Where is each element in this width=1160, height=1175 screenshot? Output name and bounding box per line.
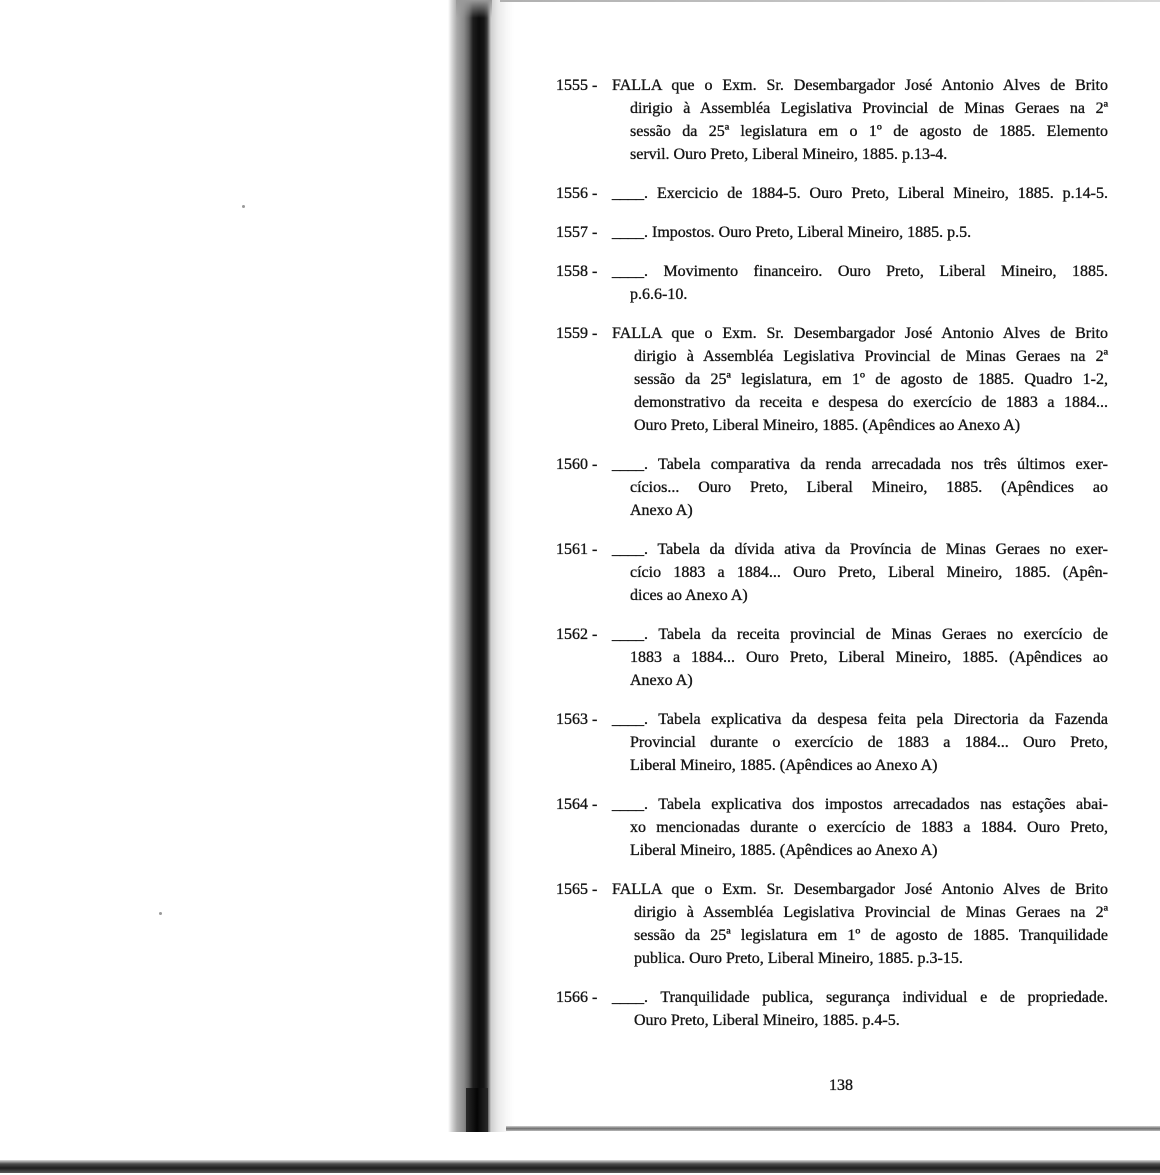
bibliography-entry xyxy=(556,538,1108,607)
entry-line: ____. Tranquilidade publica, segurança individual e de propriedade. xyxy=(612,989,1108,1006)
bibliography-entry xyxy=(556,74,1108,166)
bibliography-entry xyxy=(556,708,1108,777)
entry-line: Ouro Preto, Liberal Mineiro, 1885. (Apêndices ao Anexo A) xyxy=(634,417,1021,434)
bibliography-entry xyxy=(556,793,1108,862)
entry-text xyxy=(612,623,1108,692)
bibliography-list xyxy=(556,74,1108,1048)
bibliography-entry xyxy=(556,878,1108,970)
entry-number: 1563 - xyxy=(556,711,598,728)
entry-line: FALLA que o Exm. Sr. Desembargador José Antonio Alves de Brito xyxy=(612,77,1108,94)
entry-line: ____. Movimento financeiro. Ouro Preto, Liberal Mineiro, 1885. xyxy=(612,263,1108,280)
entry-text xyxy=(612,878,1108,970)
entry-text xyxy=(612,793,1108,862)
gutter-foot-shadow xyxy=(466,1088,488,1132)
entry-text xyxy=(612,708,1108,777)
entry-line: publica. Ouro Preto, Liberal Mineiro, 1885. p.3-15. xyxy=(634,950,963,967)
entry-text xyxy=(612,538,1108,607)
entry-line: Anexo A) xyxy=(630,502,693,519)
entry-line: Ouro Preto, Liberal Mineiro, 1885. p.4-5. xyxy=(634,1012,900,1029)
entry-text xyxy=(612,260,1108,306)
page-top-edge xyxy=(500,0,1160,2)
bibliography-entry xyxy=(556,322,1108,437)
entry-text xyxy=(612,182,1108,205)
page-bottom-edge xyxy=(506,1126,1160,1131)
bibliography-entry xyxy=(556,453,1108,522)
entry-line: Provincial durante o exercício de 1883 a 1884... Ouro Preto, xyxy=(630,734,1108,751)
entry-line: sessão da 25ª legislatura, em 1º de agosto de 1885. Quadro 1-2, xyxy=(634,371,1108,388)
entry-line: ____. Tabela comparativa da renda arrecadada nos três últimos exer- xyxy=(612,456,1108,473)
entry-number: 1557 - xyxy=(556,224,598,241)
entry-line: demonstrativo da receita e despesa do exercício de 1883 a 1884... xyxy=(634,394,1108,411)
entry-number: 1566 - xyxy=(556,989,598,1006)
entry-text xyxy=(612,74,1108,166)
entry-line: 1883 a 1884... Ouro Preto, Liberal Mineiro, 1885. (Apêndices ao xyxy=(630,649,1108,666)
bibliography-entry xyxy=(556,260,1108,306)
entry-line: ____. Exercicio de 1884-5. Ouro Preto, Liberal Mineiro, 1885. p.14-5. xyxy=(612,185,1108,202)
entry-line: dirigio à Assembléa Legislativa Provincial de Minas Geraes na 2ª xyxy=(630,100,1108,117)
entry-number: 1562 - xyxy=(556,626,598,643)
entry-number: 1558 - xyxy=(556,263,598,280)
entry-line: ____. Tabela explicativa da despesa feita pela Directoria da Fazenda xyxy=(612,711,1108,728)
entry-number: 1555 - xyxy=(556,77,598,94)
entry-line: sessão da 25ª legislatura em 1º de agosto de 1885. Tranquilidade xyxy=(634,927,1108,944)
bibliography-entry xyxy=(556,986,1108,1032)
entry-text xyxy=(612,986,1108,1032)
entry-line: servil. Ouro Preto, Liberal Mineiro, 1885. p.13-4. xyxy=(630,146,948,163)
entry-number: 1560 - xyxy=(556,456,598,473)
entry-line: ____. Impostos. Ouro Preto, Liberal Mineiro, 1885. p.5. xyxy=(612,224,972,241)
book-gutter-shadow xyxy=(448,0,514,1132)
entry-text xyxy=(612,322,1108,437)
entry-number: 1559 - xyxy=(556,325,598,342)
entry-line: p.6.6-10. xyxy=(630,286,688,303)
entry-line: cícios... Ouro Preto, Liberal Mineiro, 1885. (Apêndices ao xyxy=(630,479,1108,496)
bibliography-entry xyxy=(556,623,1108,692)
bibliography-entry xyxy=(556,221,1108,244)
entry-text xyxy=(612,453,1108,522)
scan-bottom-band xyxy=(0,1160,1160,1173)
entry-line: dices ao Anexo A) xyxy=(630,587,748,604)
entry-number: 1564 - xyxy=(556,796,598,813)
entry-line: xo mencionadas durante o exercício de 1883 a 1884. Ouro Preto, xyxy=(630,819,1108,836)
entry-number: 1561 - xyxy=(556,541,598,558)
bibliography-entry xyxy=(556,182,1108,205)
entry-text xyxy=(612,221,1108,244)
entry-line: sessão da 25ª legislatura em o 1º de agosto de 1885. Elemento xyxy=(630,123,1108,140)
scan-speck xyxy=(242,205,245,208)
page-number: 138 xyxy=(829,1077,853,1094)
entry-line: dirigio à Assembléa Legislativa Provincial de Minas Geraes na 2ª xyxy=(634,348,1108,365)
entry-line: ____. Tabela explicativa dos impostos arrecadados nas estações abai- xyxy=(612,796,1108,813)
entry-line: Anexo A) xyxy=(630,672,693,689)
entry-line: cício 1883 a 1884... Ouro Preto, Liberal Mineiro, 1885. (Apên- xyxy=(630,564,1108,581)
entry-line: Liberal Mineiro, 1885. (Apêndices ao Anexo A) xyxy=(630,757,938,774)
entry-number: 1556 - xyxy=(556,185,598,202)
gutter-top-shadow xyxy=(456,0,492,18)
entry-line: dirigio à Assembléa Legislativa Provincial de Minas Geraes na 2ª xyxy=(634,904,1108,921)
entry-line: ____. Tabela da dívida ativa da Província de Minas Geraes no exer- xyxy=(612,541,1108,558)
entry-number: 1565 - xyxy=(556,881,598,898)
entry-line: ____. Tabela da receita provincial de Minas Geraes no exercício de xyxy=(612,626,1108,643)
entry-line: FALLA que o Exm. Sr. Desembargador José Antonio Alves de Brito xyxy=(612,881,1108,898)
scan-speck xyxy=(159,912,162,915)
entry-line: FALLA que o Exm. Sr. Desembargador José Antonio Alves de Brito xyxy=(612,325,1108,342)
entry-line: Liberal Mineiro, 1885. (Apêndices ao Anexo A) xyxy=(630,842,938,859)
